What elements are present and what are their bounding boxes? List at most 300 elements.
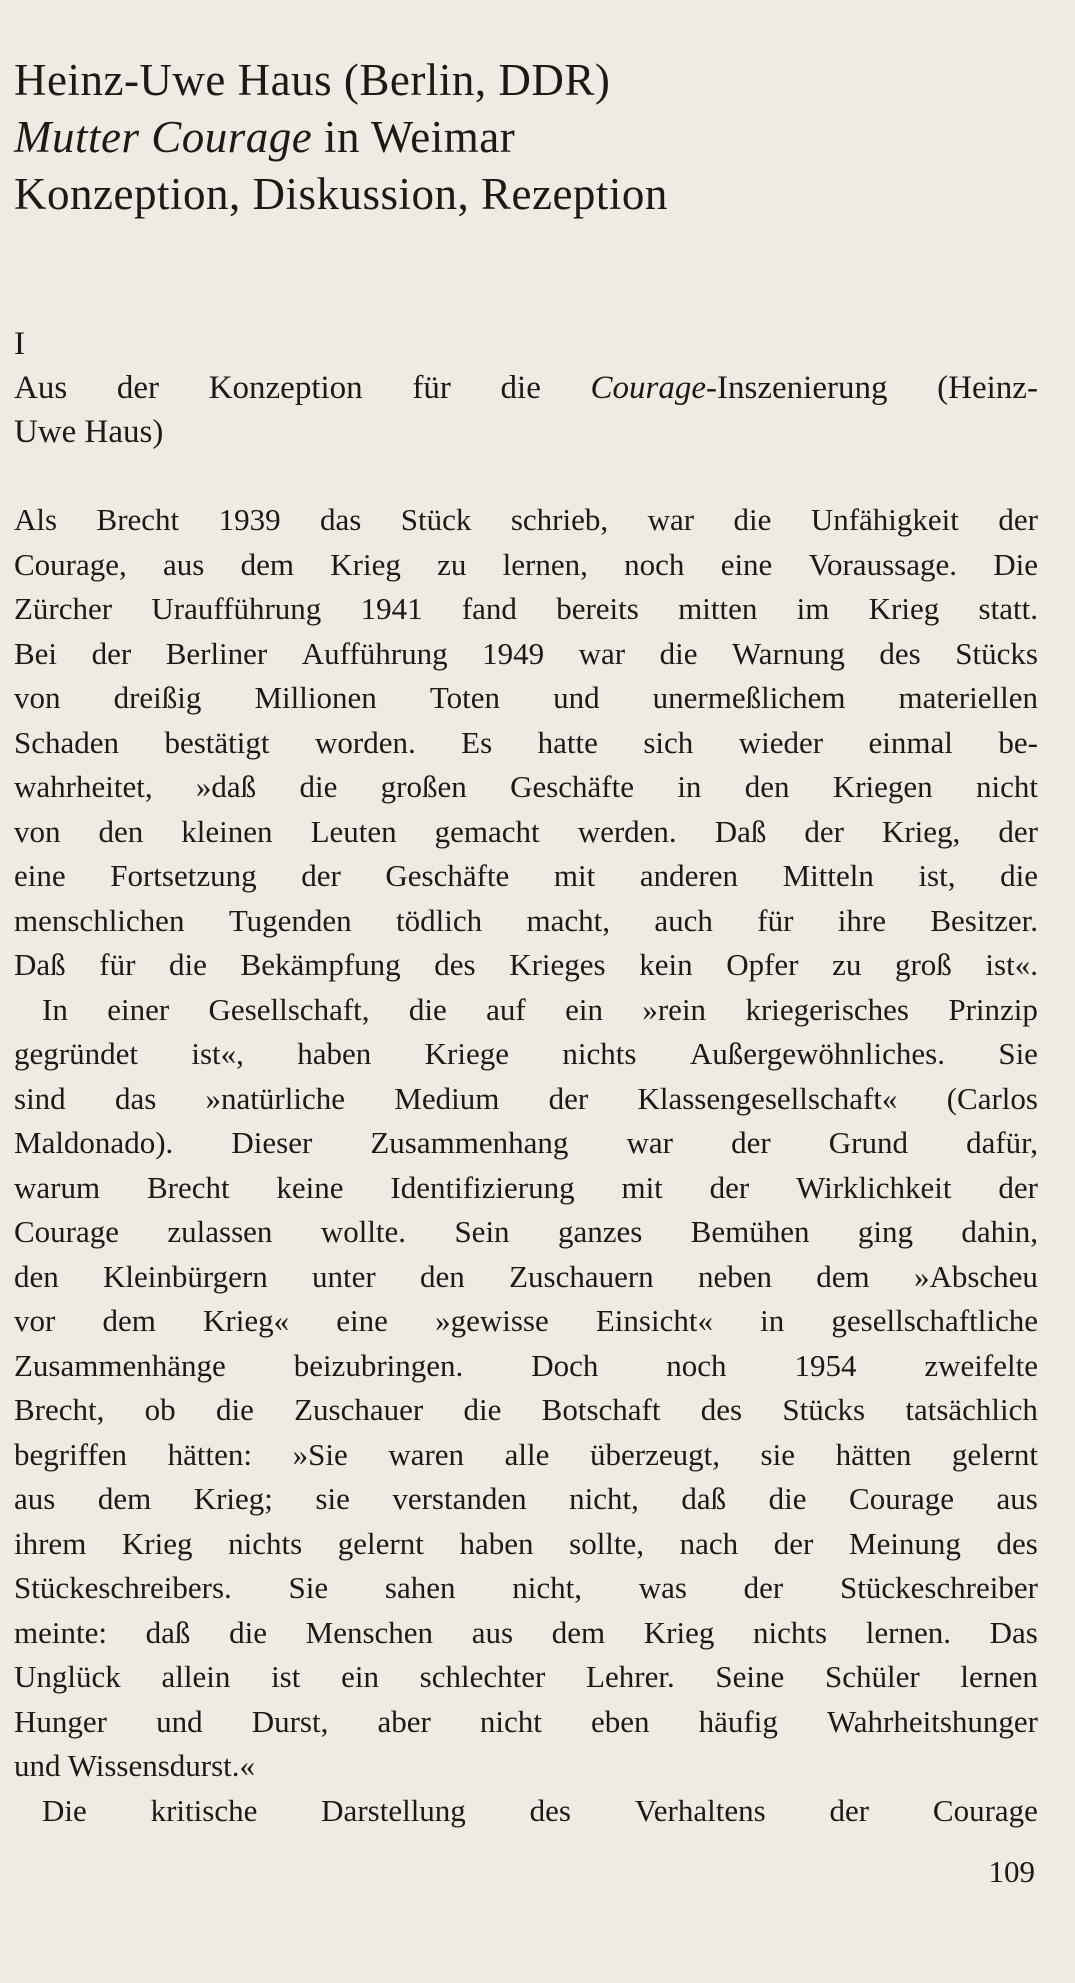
word: Durst, <box>251 1703 329 1739</box>
word: dreißig <box>113 680 202 715</box>
word: in <box>760 1303 785 1338</box>
word: ist, <box>918 858 956 893</box>
word: und <box>156 1703 203 1739</box>
word: dem <box>816 1258 870 1294</box>
word: schlechter <box>419 1659 546 1694</box>
word: was <box>638 1570 687 1605</box>
word: Sie <box>998 1036 1038 1071</box>
word: nichts <box>228 1525 303 1561</box>
word: gegründet <box>14 1036 138 1071</box>
word: Zuschauer <box>294 1392 424 1427</box>
text-line-content: und Wissensdurst.« <box>14 1748 256 1783</box>
word: der <box>731 1125 771 1160</box>
word: Krieg, <box>881 813 961 849</box>
word: nicht <box>975 769 1038 804</box>
section-heading <box>14 366 1038 454</box>
word: sie <box>760 1436 795 1472</box>
word: Schaden <box>14 724 120 760</box>
word: Courage <box>14 1214 120 1249</box>
word: der <box>709 1169 750 1205</box>
word: die <box>408 991 447 1027</box>
word: kriegerisches <box>745 991 909 1027</box>
heading-line-2: Uwe Haus) <box>14 414 164 450</box>
word: Millionen <box>254 680 377 715</box>
word: Krieg <box>330 546 401 582</box>
text-line <box>14 1655 1038 1700</box>
text-line <box>14 721 1038 766</box>
word: dafür, <box>966 1125 1038 1160</box>
text-line <box>14 765 1038 810</box>
word: Brecht <box>96 502 180 537</box>
article-subtitle: Konzeption, Diskussion, Rezeption <box>14 169 668 219</box>
word: »Sie <box>292 1436 348 1472</box>
word: schrieb, <box>510 502 609 537</box>
word: Voraussage. <box>808 546 957 582</box>
word: haben <box>297 1036 372 1071</box>
word: war <box>647 502 695 537</box>
word: kleinen <box>181 813 273 849</box>
word: In <box>42 991 68 1027</box>
word: dem <box>102 1303 156 1338</box>
word: Wirklichkeit <box>796 1169 952 1205</box>
heading-word: für <box>412 370 451 406</box>
word: bestätigt <box>164 724 270 760</box>
word: Die <box>42 1792 87 1828</box>
text-line <box>14 1522 1038 1567</box>
word: tatsächlich <box>905 1392 1038 1427</box>
word: zu <box>437 546 467 582</box>
word: kein <box>639 947 693 982</box>
word: unermeßlichem <box>652 680 846 715</box>
word: Courage, <box>14 546 127 582</box>
word: Grund <box>828 1125 908 1160</box>
word: Schüler <box>825 1659 920 1694</box>
word: ein <box>565 991 603 1027</box>
body-text <box>14 498 1038 1833</box>
word: Zusammenhang <box>370 1125 569 1160</box>
text-line <box>14 543 1038 588</box>
word: Tugenden <box>228 902 352 938</box>
word: lernen <box>960 1659 1038 1694</box>
word: Daß <box>714 813 767 849</box>
word: Unglück <box>14 1659 121 1694</box>
word: 1939 <box>218 502 281 537</box>
text-line <box>14 1299 1038 1344</box>
word: des <box>434 947 476 982</box>
word: bereits <box>556 591 639 626</box>
word: »natürliche <box>205 1080 345 1116</box>
word: alle <box>504 1436 550 1472</box>
word: eine <box>14 858 66 893</box>
word: sie <box>315 1481 350 1516</box>
word: ist«, <box>191 1036 244 1071</box>
word: 1954 <box>794 1347 857 1383</box>
word: dem <box>551 1614 606 1650</box>
word: für <box>99 947 136 982</box>
word: das <box>320 502 362 537</box>
word: eben <box>591 1703 650 1739</box>
word: Stücks <box>782 1392 866 1427</box>
word: Opfer <box>726 947 799 982</box>
word: überzeugt, <box>589 1436 720 1472</box>
word: im <box>796 591 830 626</box>
word: Stücks <box>955 635 1038 671</box>
word: beizubringen. <box>293 1347 464 1383</box>
word: Die <box>993 546 1038 582</box>
author-line: Heinz-Uwe Haus (Berlin, DDR) <box>14 55 611 105</box>
title-italic-part: Mutter Courage <box>14 112 313 162</box>
word: vor <box>14 1303 56 1338</box>
word: der <box>548 1080 589 1116</box>
word: neben <box>697 1258 772 1294</box>
word: Sie <box>288 1570 329 1605</box>
word: den <box>14 1258 59 1294</box>
text-line <box>14 1077 1038 1122</box>
heading-word-italic: Courage-Inszenierung <box>590 370 888 406</box>
text-line <box>14 1477 1038 1522</box>
word: Bemühen <box>690 1214 810 1249</box>
heading-word: Konzeption <box>208 370 363 406</box>
word: den <box>744 769 790 804</box>
word: gemacht <box>434 813 540 849</box>
word: ist«. <box>985 947 1038 982</box>
word: Stückeschreibers. <box>14 1570 232 1605</box>
word: Leuten <box>310 813 397 849</box>
word: die <box>463 1392 502 1427</box>
text-line <box>14 1121 1038 1166</box>
word: Krieg« <box>203 1303 290 1338</box>
word: Aufführung <box>301 635 448 671</box>
word: Kriegen <box>832 769 933 804</box>
word: daß <box>681 1481 727 1516</box>
word: ein <box>341 1659 379 1694</box>
heading-word: Aus <box>14 370 68 406</box>
text-line <box>14 1433 1038 1478</box>
word: Berliner <box>165 635 268 671</box>
word: Menschen <box>305 1614 434 1650</box>
word: Es <box>461 724 493 760</box>
word: Bekämpfung <box>240 947 401 982</box>
word: der <box>773 1525 814 1561</box>
word: ganzes <box>557 1214 643 1249</box>
word: anderen <box>639 858 738 893</box>
word: unter <box>312 1258 376 1294</box>
word: be- <box>998 724 1038 760</box>
word: worden. <box>314 724 416 760</box>
word: Brecht, <box>14 1392 105 1427</box>
word: von <box>14 813 61 849</box>
word: Krieges <box>509 947 606 982</box>
word: der <box>91 635 132 671</box>
word: die <box>659 635 698 671</box>
word: aber <box>377 1703 431 1739</box>
word: Stück <box>400 502 472 537</box>
word: der <box>804 813 844 849</box>
word: Toten <box>429 680 500 715</box>
word: der <box>998 1169 1038 1205</box>
word: Krieg <box>643 1614 715 1650</box>
word: macht, <box>526 902 611 938</box>
word: Darstellung <box>321 1792 466 1828</box>
text-line <box>14 899 1038 944</box>
word: dem <box>97 1481 152 1516</box>
word: auch <box>654 902 713 938</box>
word: »Abscheu <box>913 1258 1038 1294</box>
text-line <box>14 988 1038 1033</box>
word: Sein <box>454 1214 510 1249</box>
word: Mitteln <box>782 858 874 893</box>
word: war <box>578 635 626 671</box>
word: sind <box>14 1080 66 1116</box>
article-header <box>14 52 1034 223</box>
word: Unfähigkeit <box>810 502 959 537</box>
text-line <box>14 1611 1038 1656</box>
word: Uraufführung <box>151 591 322 626</box>
word: Courage <box>932 1792 1038 1828</box>
word: in <box>677 769 702 804</box>
word: begriffen <box>14 1436 128 1472</box>
word: noch <box>624 546 685 582</box>
word: (Carlos <box>946 1080 1038 1116</box>
word: nicht, <box>512 1570 582 1605</box>
word: einmal <box>868 724 953 760</box>
page-number: 109 <box>988 1854 1035 1889</box>
word: waren <box>388 1436 465 1472</box>
word: allein <box>161 1659 231 1694</box>
word: Medium <box>394 1080 500 1116</box>
heading-word: die <box>500 370 541 406</box>
word: lernen, <box>502 546 588 582</box>
word: fand <box>461 591 517 626</box>
word: der <box>829 1792 870 1828</box>
word: hätten: <box>167 1436 252 1472</box>
word: zulassen <box>167 1214 273 1249</box>
word: das <box>114 1080 157 1116</box>
word: großen <box>380 769 467 804</box>
word: Krieg <box>868 591 940 626</box>
word: hatte <box>537 724 598 760</box>
text-line <box>14 587 1038 632</box>
word: »rein <box>642 991 707 1027</box>
word: die <box>229 1614 267 1650</box>
word: nach <box>679 1525 739 1561</box>
word: statt. <box>978 591 1038 626</box>
word: der <box>998 813 1038 849</box>
word: ob <box>144 1392 176 1427</box>
text-line <box>14 1566 1038 1611</box>
text-line <box>14 1344 1038 1389</box>
word: sich <box>643 724 694 760</box>
word: aus <box>996 1481 1038 1516</box>
text-line <box>14 1700 1038 1745</box>
word: Maldonado). <box>14 1125 174 1160</box>
word: des <box>529 1792 571 1828</box>
word: nichts <box>753 1614 828 1650</box>
word: der <box>998 502 1038 537</box>
word: zu <box>832 947 862 982</box>
text-line <box>14 676 1038 721</box>
word: gelernt <box>951 1436 1038 1472</box>
word: auf <box>486 991 526 1027</box>
article-title <box>14 109 1034 166</box>
word: dahin, <box>961 1214 1038 1249</box>
word: mitten <box>678 591 758 626</box>
word: Prinzip <box>948 991 1038 1027</box>
word: und <box>553 680 600 715</box>
word: Botschaft <box>541 1392 661 1427</box>
text-line <box>14 810 1038 855</box>
word: Einsicht« <box>595 1303 713 1338</box>
word: Krieg <box>121 1525 193 1561</box>
word: des <box>700 1392 743 1427</box>
word: materiellen <box>898 680 1038 715</box>
word: hätten <box>835 1436 912 1472</box>
word: Wahrheitshunger <box>826 1703 1038 1739</box>
word: tödlich <box>396 902 483 938</box>
word: sahen <box>384 1570 456 1605</box>
word: lernen. <box>865 1614 951 1650</box>
word: Hunger <box>14 1703 107 1739</box>
text-line <box>14 854 1038 899</box>
word: »daß <box>195 769 257 804</box>
text-line <box>14 943 1038 988</box>
word: den <box>420 1258 465 1294</box>
text-line <box>14 1166 1038 1211</box>
word: einer <box>107 991 170 1027</box>
word: noch <box>666 1347 727 1383</box>
word: Doch <box>531 1347 599 1383</box>
section-heading-line-1 <box>14 366 1038 410</box>
word: daß <box>145 1614 191 1650</box>
word: Außergewöhnliches. <box>689 1036 945 1071</box>
word: 1941 <box>360 591 423 626</box>
title-rest: in Weimar <box>312 112 516 162</box>
word: von <box>14 680 61 715</box>
word: des <box>879 635 921 671</box>
word: gesellschaftliche <box>831 1303 1038 1338</box>
word: ging <box>857 1214 913 1249</box>
word: Verhaltens <box>634 1792 766 1828</box>
word: Besitzer. <box>930 902 1038 938</box>
word: wollte. <box>320 1214 407 1249</box>
heading-word: der <box>116 370 160 406</box>
word: groß <box>894 947 952 982</box>
word: sollte, <box>569 1525 645 1561</box>
word: aus <box>163 546 205 582</box>
word: werden. <box>577 813 677 849</box>
word: war <box>626 1125 673 1160</box>
word: Brecht <box>146 1169 230 1205</box>
word: Seine <box>715 1659 785 1694</box>
word: Zuschauern <box>509 1258 654 1294</box>
word: Fortsetzung <box>110 858 257 893</box>
text-line <box>14 498 1038 543</box>
word: Klassengesellschaft« <box>637 1080 898 1116</box>
word: kritische <box>150 1792 258 1828</box>
word: Geschäfte <box>385 858 510 893</box>
word: die <box>768 1481 807 1516</box>
word: nichts <box>562 1036 637 1071</box>
text-line <box>14 1210 1038 1255</box>
word: Krieg; <box>193 1481 273 1516</box>
word: menschlichen <box>14 902 185 938</box>
text-line <box>14 632 1038 677</box>
word: Gesellschaft, <box>208 991 370 1027</box>
word: des <box>996 1525 1038 1561</box>
word: warum <box>14 1169 101 1205</box>
text-line <box>14 1789 1038 1834</box>
text-line <box>14 1744 1038 1789</box>
word: den <box>98 813 144 849</box>
word: haben <box>459 1525 534 1561</box>
word: aus <box>14 1481 56 1516</box>
word: nicht, <box>569 1481 639 1516</box>
word: die <box>1000 858 1038 893</box>
word: wieder <box>738 724 824 760</box>
section-number: I <box>14 326 25 362</box>
word: Lehrer. <box>586 1659 675 1694</box>
word: meinte: <box>14 1614 107 1650</box>
word: gelernt <box>337 1525 424 1561</box>
word: häufig <box>698 1703 778 1739</box>
word: ihrem <box>14 1525 87 1561</box>
word: verstanden <box>392 1481 527 1516</box>
heading-word: (Heinz- <box>937 370 1038 406</box>
word: Meinung <box>849 1525 961 1561</box>
word: Identifizierung <box>390 1169 575 1205</box>
word: Als <box>14 502 58 537</box>
word: Dieser <box>231 1125 313 1160</box>
word: aus <box>471 1614 514 1650</box>
word: Bei <box>14 635 58 671</box>
word: für <box>757 902 794 938</box>
word: Warnung <box>732 635 845 671</box>
word: »gewisse <box>435 1303 549 1338</box>
word: Geschäfte <box>510 769 634 804</box>
word: nicht <box>479 1703 542 1739</box>
word: Daß <box>14 947 66 982</box>
word: die <box>299 769 338 804</box>
word: zweifelte <box>924 1347 1038 1383</box>
word: Kriege <box>424 1036 510 1071</box>
word: mit <box>553 858 596 893</box>
word: eine <box>720 546 773 582</box>
word: die <box>169 947 207 982</box>
word: dem <box>240 546 295 582</box>
word: keine <box>276 1169 344 1205</box>
word: der <box>743 1570 784 1605</box>
word: 1949 <box>482 635 545 671</box>
text-line <box>14 1032 1038 1077</box>
text-line <box>14 1388 1038 1433</box>
text-line <box>14 1255 1038 1300</box>
word: Das <box>989 1614 1038 1650</box>
word: wahrheitet, <box>14 769 153 804</box>
word: mit <box>621 1169 663 1205</box>
word: Kleinbürgern <box>103 1258 268 1294</box>
word: die <box>733 502 772 537</box>
section-heading-line-2 <box>14 410 1038 454</box>
word: der <box>301 858 341 893</box>
word: eine <box>336 1303 388 1338</box>
word: ist <box>271 1659 301 1694</box>
word: Zusammenhänge <box>14 1347 226 1383</box>
word: ihre <box>837 902 886 938</box>
word: Stückeschreiber <box>839 1570 1038 1605</box>
word: die <box>215 1392 254 1427</box>
word: Zürcher <box>14 591 113 626</box>
word: Courage <box>849 1481 955 1516</box>
